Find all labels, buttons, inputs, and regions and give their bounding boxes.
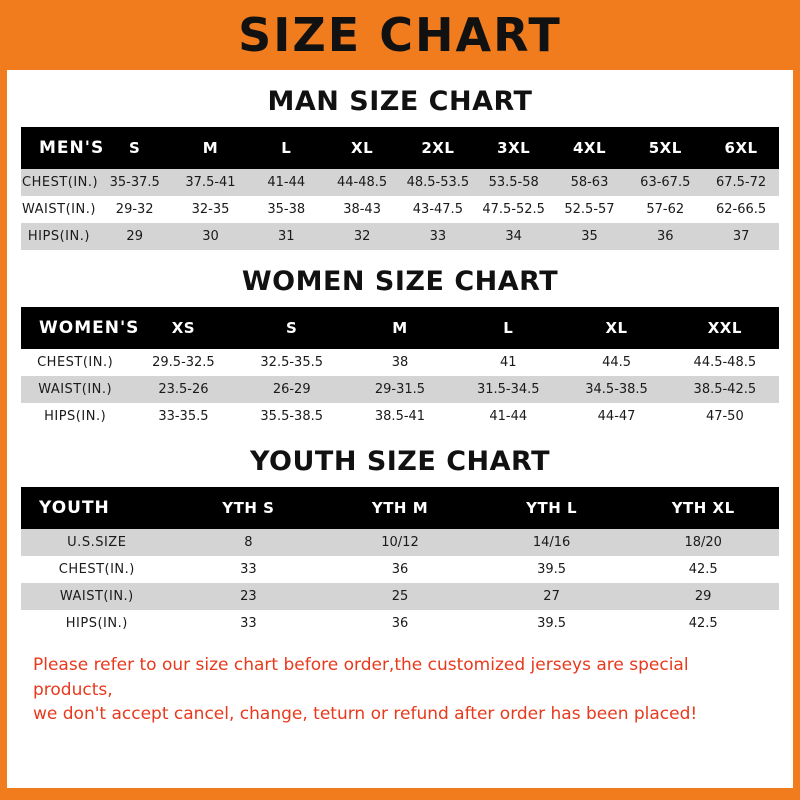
men-header-s: S bbox=[97, 127, 173, 169]
men-header-l: L bbox=[248, 127, 324, 169]
cell: 33-35.5 bbox=[129, 403, 237, 430]
row-label: U.S.SIZE bbox=[21, 529, 173, 556]
row-label: HIPS(IN.) bbox=[21, 403, 129, 430]
cell: 35-38 bbox=[248, 196, 324, 223]
cell: 58-63 bbox=[552, 169, 628, 196]
section-women bbox=[21, 266, 779, 430]
row-label: WAIST(IN.) bbox=[21, 583, 173, 610]
table-header-row bbox=[21, 307, 779, 349]
cell: 29 bbox=[97, 223, 173, 250]
cell: 18/20 bbox=[627, 529, 779, 556]
cell: 29-31.5 bbox=[346, 376, 454, 403]
cell: 36 bbox=[324, 610, 476, 637]
cell: 31 bbox=[248, 223, 324, 250]
youth-header-l: YTH L bbox=[476, 487, 628, 529]
section-man bbox=[21, 86, 779, 250]
youth-header-s: YTH S bbox=[173, 487, 325, 529]
cell: 31.5-34.5 bbox=[454, 376, 562, 403]
cell: 36 bbox=[627, 223, 703, 250]
cell: 33 bbox=[173, 556, 325, 583]
cell: 41-44 bbox=[454, 403, 562, 430]
cell: 53.5-58 bbox=[476, 169, 552, 196]
cell: 39.5 bbox=[476, 610, 628, 637]
table-row bbox=[21, 583, 779, 610]
cell: 67.5-72 bbox=[703, 169, 779, 196]
section-title-women: WOMEN SIZE CHART bbox=[241, 266, 559, 297]
cell: 27 bbox=[476, 583, 628, 610]
men-header-3xl: 3XL bbox=[476, 127, 552, 169]
page-title: SIZE CHART bbox=[238, 8, 562, 62]
men-header-4xl: 4XL bbox=[552, 127, 628, 169]
cell: 44.5-48.5 bbox=[671, 349, 779, 376]
cell: 35-37.5 bbox=[97, 169, 173, 196]
men-table-head bbox=[21, 127, 779, 169]
table-row bbox=[21, 196, 779, 223]
row-label: CHEST(IN.) bbox=[21, 169, 97, 196]
cell: 29.5-32.5 bbox=[129, 349, 237, 376]
cell: 26-29 bbox=[238, 376, 346, 403]
footer-note bbox=[21, 653, 779, 727]
youth-header-label: YOUTH bbox=[21, 487, 173, 529]
women-table-head bbox=[21, 307, 779, 349]
cell: 35.5-38.5 bbox=[238, 403, 346, 430]
cell: 29-32 bbox=[97, 196, 173, 223]
table-row bbox=[21, 610, 779, 637]
section-title-man: MAN SIZE CHART bbox=[267, 86, 533, 117]
women-header-l: L bbox=[454, 307, 562, 349]
cell: 42.5 bbox=[627, 556, 779, 583]
cell: 36 bbox=[324, 556, 476, 583]
cell: 41 bbox=[454, 349, 562, 376]
cell: 23.5-26 bbox=[129, 376, 237, 403]
women-header-xxl: XXL bbox=[671, 307, 779, 349]
cell: 8 bbox=[173, 529, 325, 556]
cell: 44.5 bbox=[562, 349, 670, 376]
table-row bbox=[21, 169, 779, 196]
women-header-m: M bbox=[346, 307, 454, 349]
women-header-s: S bbox=[238, 307, 346, 349]
men-header-2xl: 2XL bbox=[400, 127, 476, 169]
youth-table-head bbox=[21, 487, 779, 529]
cell: 32.5-35.5 bbox=[238, 349, 346, 376]
cell: 38-43 bbox=[324, 196, 400, 223]
men-header-6xl: 6XL bbox=[703, 127, 779, 169]
cell: 38.5-41 bbox=[346, 403, 454, 430]
youth-header-xl: YTH XL bbox=[627, 487, 779, 529]
men-header-5xl: 5XL bbox=[627, 127, 703, 169]
cell: 37 bbox=[703, 223, 779, 250]
table-header-row bbox=[21, 127, 779, 169]
cell: 25 bbox=[324, 583, 476, 610]
cell: 37.5-41 bbox=[173, 169, 249, 196]
table-header-row bbox=[21, 487, 779, 529]
cell: 34.5-38.5 bbox=[562, 376, 670, 403]
table-row bbox=[21, 223, 779, 250]
row-label: CHEST(IN.) bbox=[21, 349, 129, 376]
cell: 43-47.5 bbox=[400, 196, 476, 223]
women-header-label: WOMEN'S bbox=[21, 307, 129, 349]
cell: 63-67.5 bbox=[627, 169, 703, 196]
cell: 57-62 bbox=[627, 196, 703, 223]
cell: 32-35 bbox=[173, 196, 249, 223]
section-youth bbox=[21, 446, 779, 637]
table-row bbox=[21, 349, 779, 376]
footer-note-line-1: Please refer to our size chart before order,the customized jerseys are special products, bbox=[33, 655, 689, 700]
cell: 30 bbox=[173, 223, 249, 250]
men-header-m: M bbox=[173, 127, 249, 169]
row-label: WAIST(IN.) bbox=[21, 196, 97, 223]
table-row bbox=[21, 376, 779, 403]
cell: 35 bbox=[552, 223, 628, 250]
bottom-accent-bar bbox=[7, 788, 793, 800]
youth-header-m: YTH M bbox=[324, 487, 476, 529]
cell: 44-47 bbox=[562, 403, 670, 430]
men-size-table bbox=[21, 127, 779, 250]
men-table-body bbox=[21, 169, 779, 250]
row-label: HIPS(IN.) bbox=[21, 223, 97, 250]
section-title-youth: YOUTH SIZE CHART bbox=[249, 446, 551, 477]
men-header-label: MEN'S bbox=[21, 127, 97, 169]
cell: 10/12 bbox=[324, 529, 476, 556]
cell: 47.5-52.5 bbox=[476, 196, 552, 223]
table-row bbox=[21, 556, 779, 583]
men-header-xl: XL bbox=[324, 127, 400, 169]
row-label: CHEST(IN.) bbox=[21, 556, 173, 583]
cell: 33 bbox=[173, 610, 325, 637]
women-header-xl: XL bbox=[562, 307, 670, 349]
content-area bbox=[7, 86, 793, 727]
cell: 14/16 bbox=[476, 529, 628, 556]
cell: 38.5-42.5 bbox=[671, 376, 779, 403]
cell: 39.5 bbox=[476, 556, 628, 583]
footer-note-line-2: we don't accept cancel, change, teturn or refund after order has been placed! bbox=[33, 704, 698, 725]
cell: 34 bbox=[476, 223, 552, 250]
cell: 33 bbox=[400, 223, 476, 250]
cell: 44-48.5 bbox=[324, 169, 400, 196]
women-header-xs: XS bbox=[129, 307, 237, 349]
cell: 52.5-57 bbox=[552, 196, 628, 223]
cell: 48.5-53.5 bbox=[400, 169, 476, 196]
cell: 62-66.5 bbox=[703, 196, 779, 223]
women-size-table bbox=[21, 307, 779, 430]
header-bar bbox=[0, 0, 800, 70]
table-row bbox=[21, 529, 779, 556]
cell: 23 bbox=[173, 583, 325, 610]
women-table-body bbox=[21, 349, 779, 430]
cell: 42.5 bbox=[627, 610, 779, 637]
row-label: WAIST(IN.) bbox=[21, 376, 129, 403]
cell: 41-44 bbox=[248, 169, 324, 196]
youth-table-body bbox=[21, 529, 779, 637]
table-row bbox=[21, 403, 779, 430]
cell: 47-50 bbox=[671, 403, 779, 430]
row-label: HIPS(IN.) bbox=[21, 610, 173, 637]
youth-size-table bbox=[21, 487, 779, 637]
cell: 29 bbox=[627, 583, 779, 610]
cell: 38 bbox=[346, 349, 454, 376]
cell: 32 bbox=[324, 223, 400, 250]
